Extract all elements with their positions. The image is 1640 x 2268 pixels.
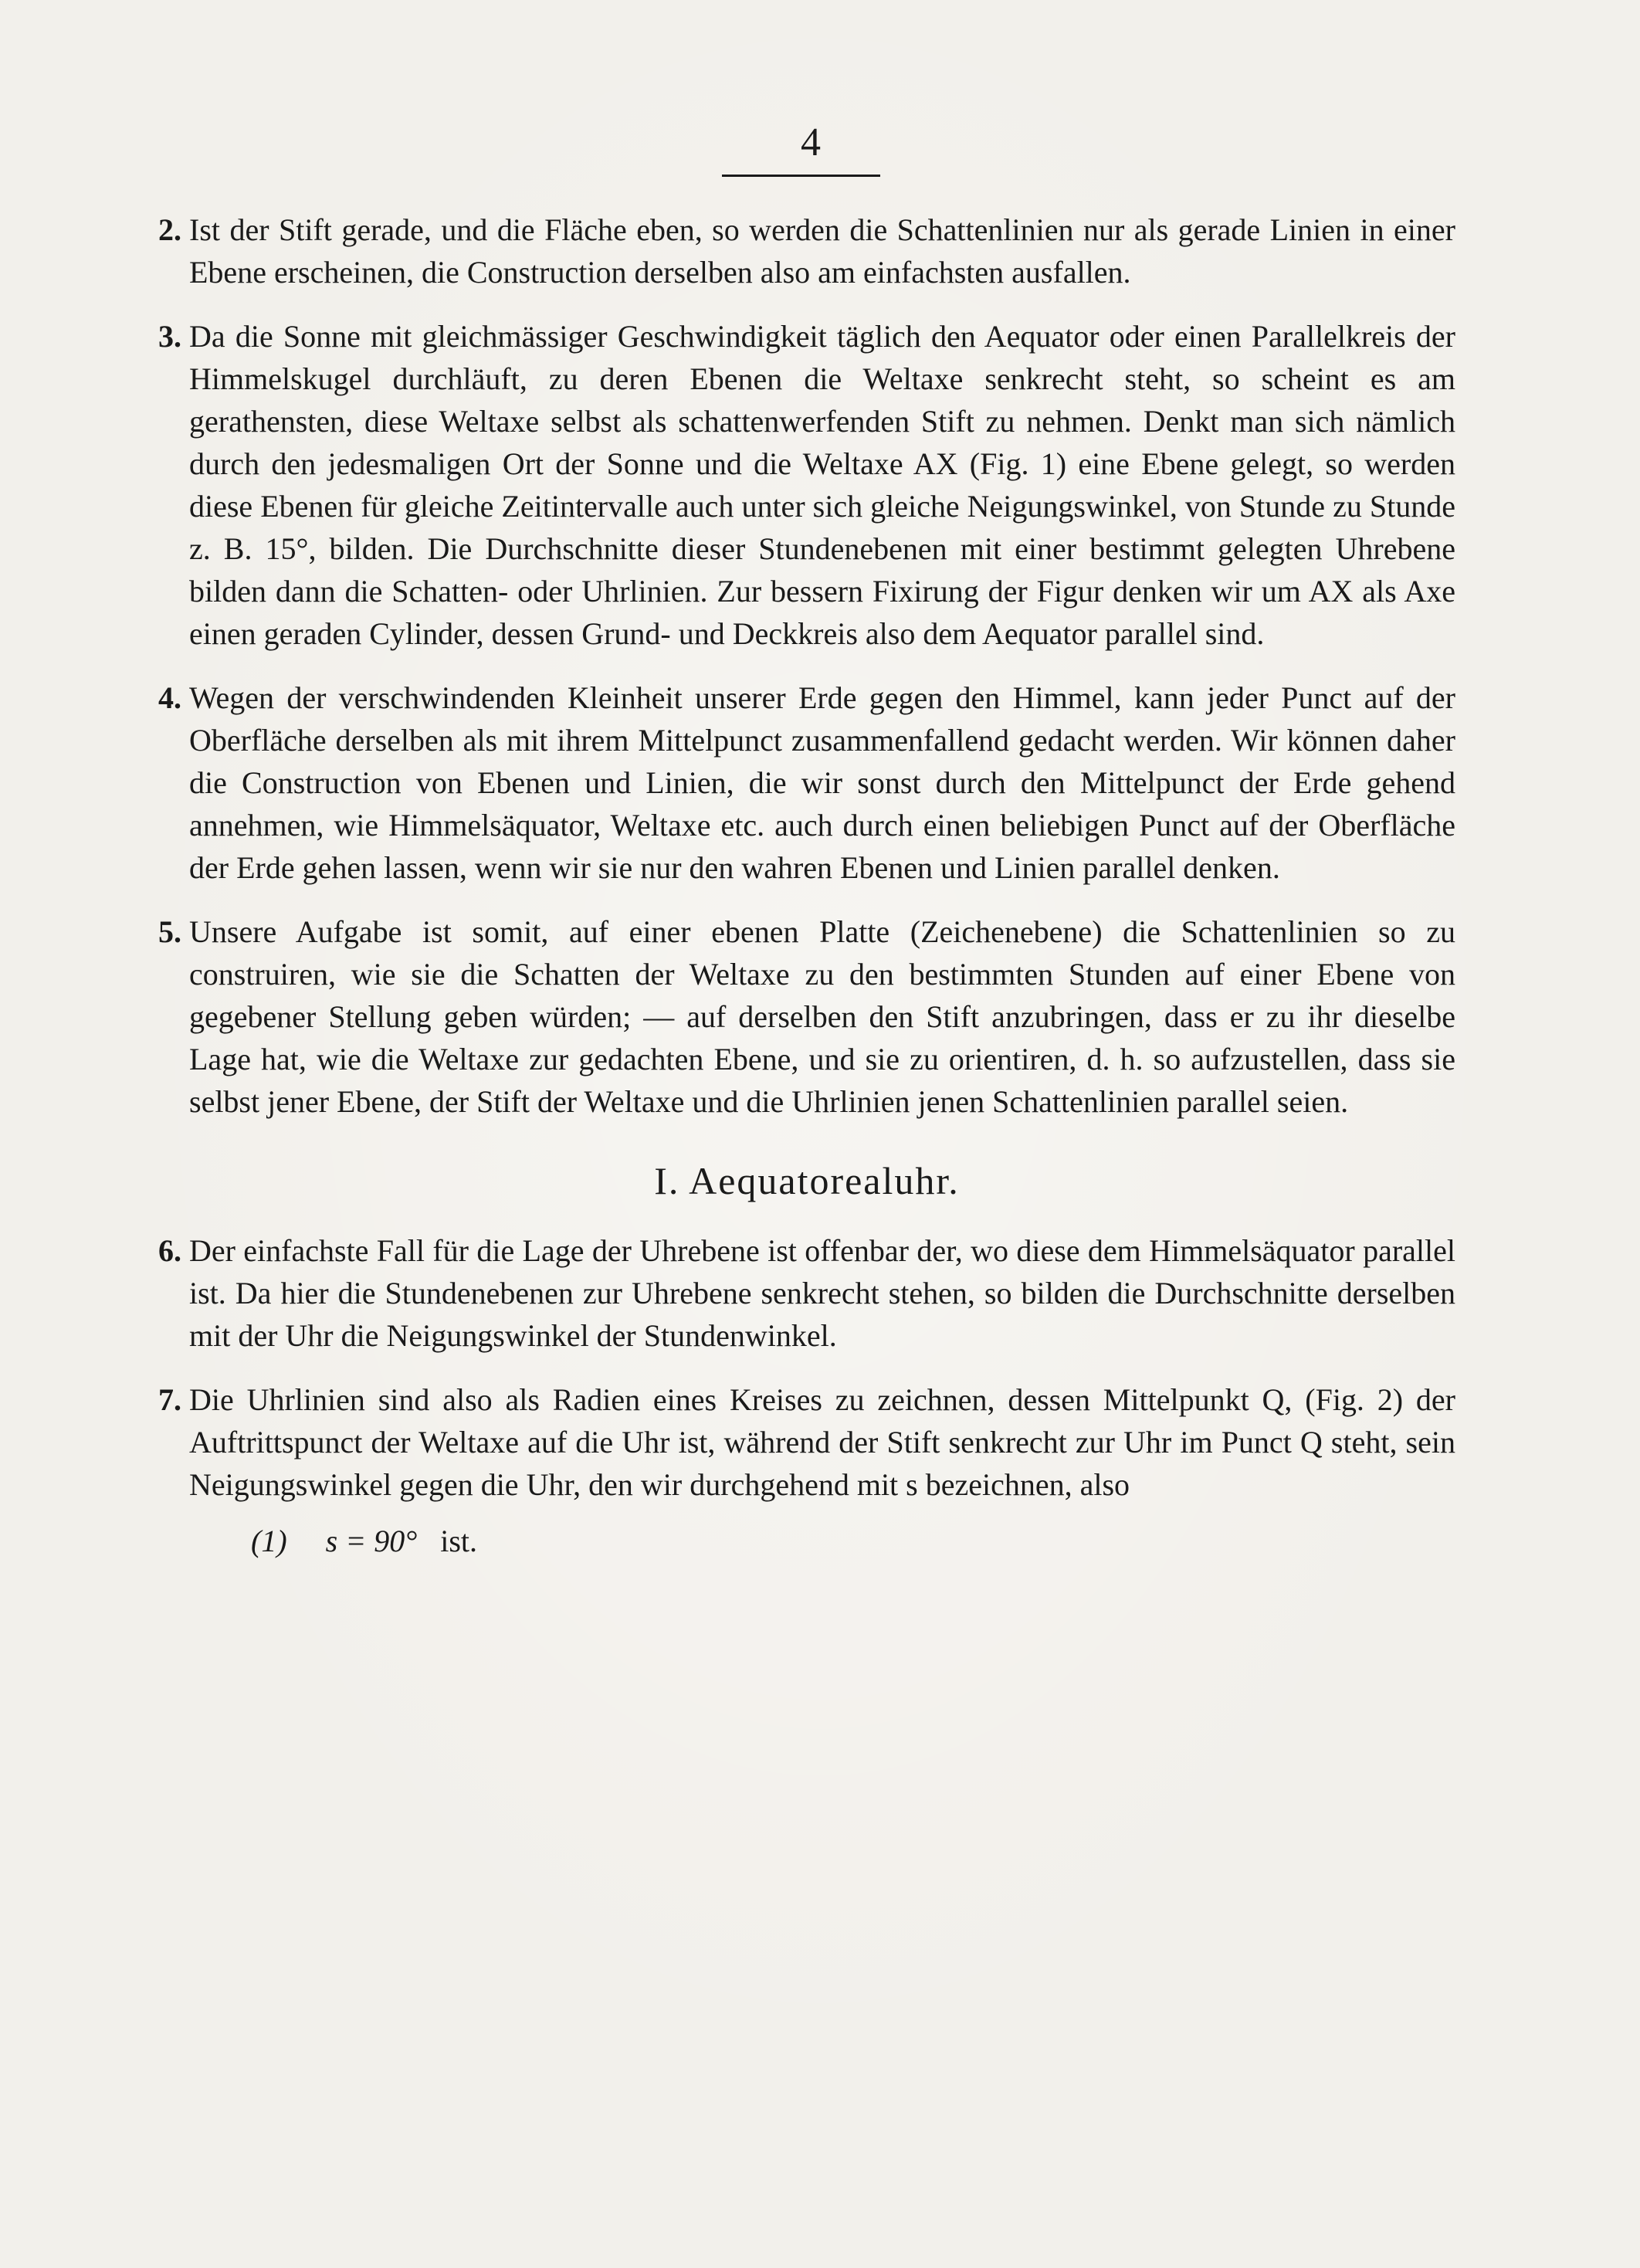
paragraph-number: 6. <box>158 1233 181 1268</box>
paragraph-6 <box>158 1229 1455 1357</box>
text-block <box>158 208 1455 1562</box>
paragraph-4 <box>158 676 1455 889</box>
paragraph-text: Ist der Stift gerade, und die Fläche eben, so werden die Schattenlinien nur als gerade Linien in einer Ebene erscheinen, die Construction derselben also am einfachsten ausfallen. <box>189 212 1455 290</box>
formula-expression: s = 90° <box>325 1524 418 1558</box>
formula-suffix: ist. <box>440 1524 477 1558</box>
paragraph-number: 2. <box>158 212 181 247</box>
paragraph-text: Wegen der verschwindenden Kleinheit unserer Erde gegen den Himmel, kann jeder Punct auf der Oberfläche derselben als mit ihrem Mittelpunct zusammenfallend gedacht werden. Wir können daher die Construction von Ebenen und Linien, die wir sonst durch den Mittelpunct der Erde gehend annehmen, wie Himmelsäquator, Weltaxe etc. auch durch einen beliebigen Punct auf der Oberfläche der Erde gehen lassen, wenn wir sie nur den wahren Ebenen und Linien parallel denken. <box>189 680 1455 885</box>
paragraph-text: Da die Sonne mit gleichmässiger Geschwindigkeit täglich den Aequator oder einen Parallelkreis der Himmelskugel durchläuft, zu deren Ebenen die Weltaxe senkrecht steht, so scheint es am gerathensten, diese Weltaxe selbst als schattenwerfenden Stift zu nehmen. Denkt man sich nämlich durch den jedesmaligen Ort der Sonne und die Weltaxe AX (Fig. 1) eine Ebene gelegt, so werden diese Ebenen für gleiche Zeitintervalle auch unter sich gleiche Neigungswinkel, von Stunde zu Stunde z. B. 15°, bilden. Die Durchschnitte dieser Stundenebenen mit einer bestimmt gelegten Uhrebene bilden dann die Schatten- oder Uhrlinien. Zur bessern Fixirung der Figur denken wir um AX als Axe einen geraden Cylinder, dessen Grund- und Deckkreis also dem Aequator parallel sind. <box>189 319 1455 651</box>
page-number-rule <box>722 175 880 177</box>
formula-label: (1) <box>251 1524 287 1558</box>
page-number: 4 <box>801 120 821 164</box>
paragraph-2 <box>158 208 1455 293</box>
paragraph-7 <box>158 1378 1455 1506</box>
paragraph-number: 5. <box>158 914 181 949</box>
formula-1 <box>158 1520 1455 1562</box>
paragraph-number: 7. <box>158 1382 181 1417</box>
paragraph-text: Die Uhrlinien sind also als Radien eines Kreises zu zeichnen, dessen Mittelpunkt Q, (Fig. 2) der Auftrittspunct der Weltaxe auf die Uhr ist, während der Stift senkrecht zur Uhr im Punct Q steht, sein Neigungswinkel gegen die Uhr, den wir durchgehend mit s bezeichnen, also <box>189 1382 1455 1502</box>
paragraph-3 <box>158 315 1455 655</box>
paragraph-5 <box>158 910 1455 1123</box>
paragraph-number: 4. <box>158 680 181 715</box>
section-title: I. Aequatorealuhr. <box>654 1159 960 1202</box>
paragraph-text: Unsere Aufgabe ist somit, auf einer ebenen Platte (Zeichenebene) die Schattenlinien so zu construiren, wie sie die Schatten der Weltaxe zu den bestimmten Stunden auf einer Ebene von gegebener Stellung geben würden; — auf derselben den Stift anzubringen, dass er zu ihr dieselbe Lage hat, wie die Weltaxe zur gedachten Ebene, und sie zu orientiren, d. h. so aufzustellen, dass sie selbst jener Ebene, der Stift der Weltaxe und die Uhrlinien jenen Schattenlinien parallel seien. <box>189 914 1455 1119</box>
paragraph-text: Der einfachste Fall für die Lage der Uhrebene ist offenbar der, wo diese dem Himmelsäquator parallel ist. Da hier die Stundenebenen zur Uhrebene senkrecht stehen, so bilden die Durchschnitte derselben mit der Uhr die Neigungswinkel der Stundenwinkel. <box>189 1233 1455 1353</box>
paragraph-number: 3. <box>158 319 181 354</box>
